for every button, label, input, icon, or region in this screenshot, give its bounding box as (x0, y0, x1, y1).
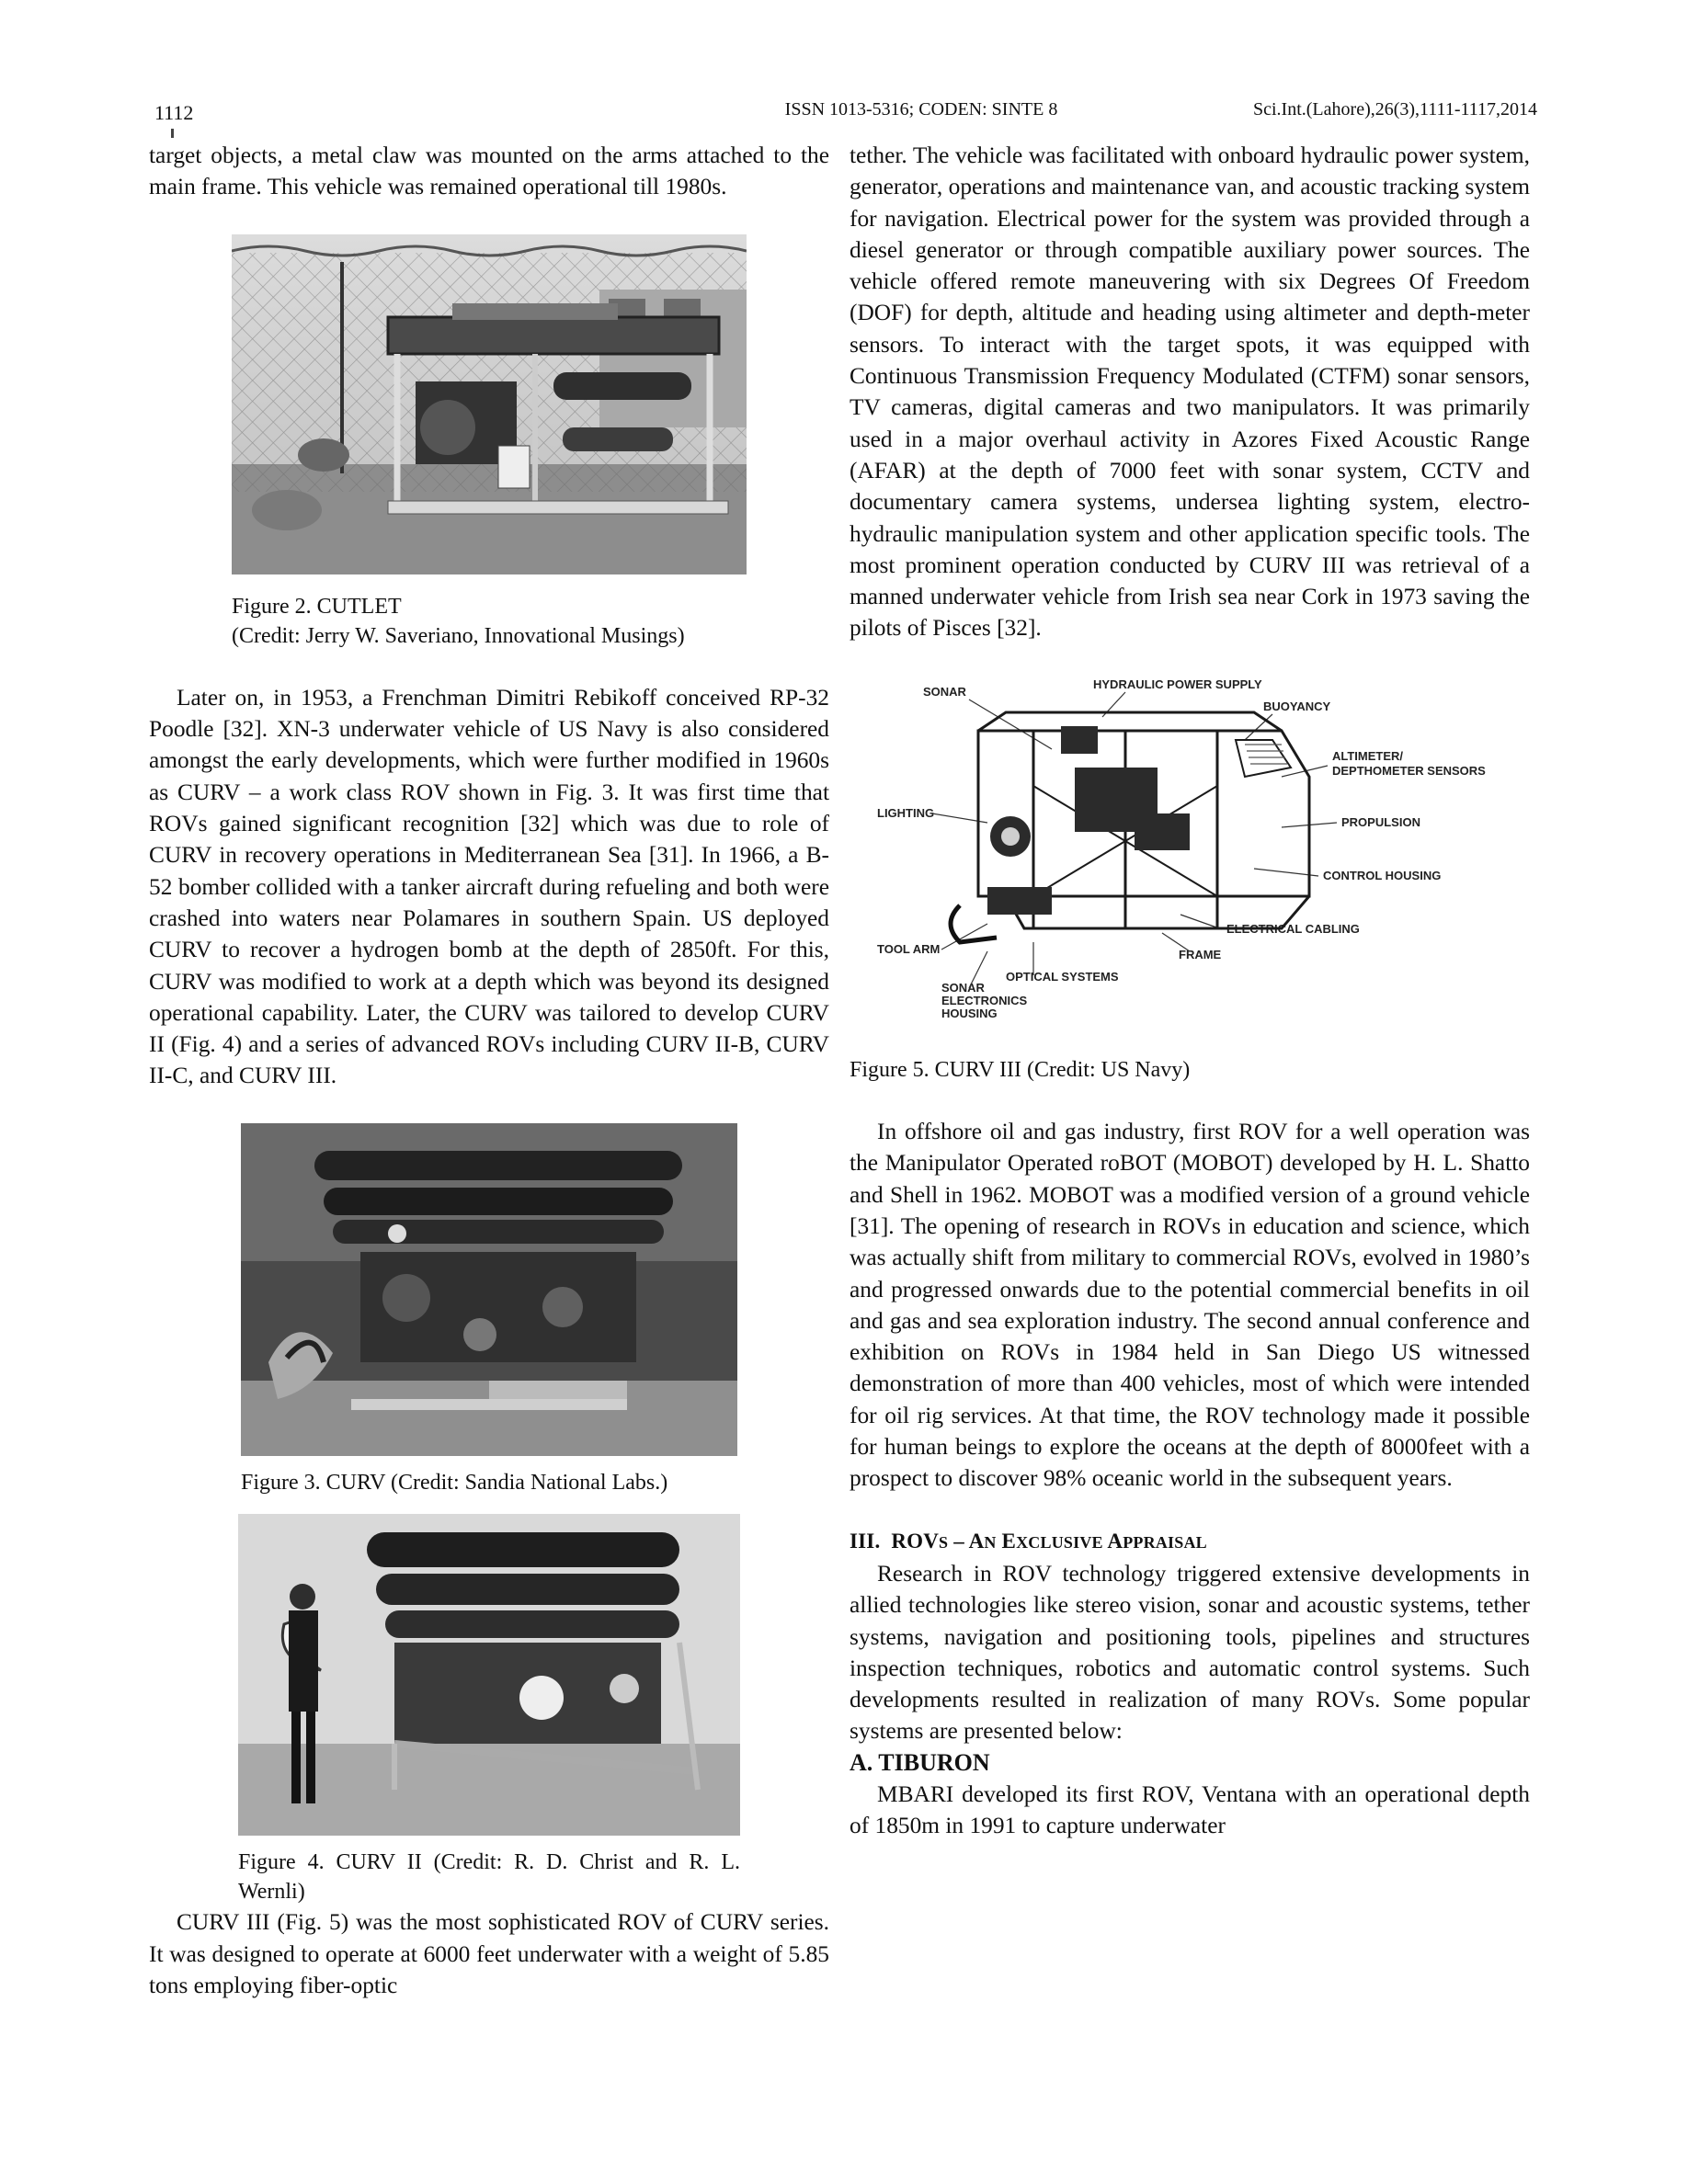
curv-photo (241, 1123, 737, 1456)
figure-5-caption: Figure 5. CURV III (Credit: US Navy) (850, 1058, 1191, 1083)
label-optical-systems: OPTICAL SYSTEMS (1006, 969, 1119, 984)
curv-iii-diagram (850, 676, 1530, 1043)
figure-2-caption-title: Figure 2. CUTLET (232, 594, 402, 619)
right-paragraph-4: MBARI developed its first ROV, Ventana with an operational depth of 1850m in 1991 to capture underwater (850, 1780, 1530, 1839)
label-tool-arm: TOOL ARM (877, 941, 941, 956)
left-column (149, 140, 829, 2001)
right-column (850, 140, 1530, 1842)
figure-3 (241, 1123, 737, 1497)
label-lighting: LIGHTING (877, 805, 935, 820)
label-control-housing: CONTROL HOUSING (1323, 868, 1442, 882)
label-depthometer: DEPTHOMETER SENSORS (1332, 763, 1486, 778)
figure-4 (238, 1514, 740, 1906)
right-paragraph-1: tether. The vehicle was facilitated with onboard hydraulic power system, generator, operations and maintenance van, and acoustic tracking system for navigation. Electrical power for the system was provided through a diesel generator or through compatible auxiliary power sources. The vehicle offered remote maneuvering with six Degrees Of Freedom (DOF) for depth, altitude and heading using altimeter and depth-meter sensors. To interact with the target spots, it was equipped with Continuous Transmission Frequency Modulated (CTFM) sonar sensors, TV cameras, digital cameras and two manipulators. It was primarily used in a major overhaul activity in Azores Fixed Acoustic Range (AFAR) at the depth of 7000 feet with sonar system, CCTV and documentary camera systems, undersea lighting system, electro-hydraulic manipulation system and other application specific tools. The most prominent operation conducted by CURV III was retrieval of a manned underwater vehicle from Irish sea near Cork in 1973 saving the pilots of Pisces [32]. (850, 142, 1530, 642)
cutlet-photo (232, 234, 747, 574)
issn-line: ISSN 1013-5316; CODEN: SINTE 8 (784, 99, 1058, 119)
label-propulsion: PROPULSION (1341, 814, 1420, 829)
figure-5 (850, 676, 1530, 1085)
margin-tick (171, 129, 174, 138)
right-paragraph-3: Research in ROV technology triggered extensive developments in allied technologies like stereo vision, sonar and acoustic systems, tether systems, navigation and positioning tools, pipelines and structures inspection techniques, robotics and automatic control systems. Such developments resulted in realization of many ROVs. Some popular systems are presented below: (850, 1560, 1530, 1745)
figure-2-caption-credit: (Credit: Jerry W. Saveriano, Innovational Musings) (232, 623, 685, 648)
label-frame: FRAME (1179, 947, 1222, 961)
right-paragraph-2: In offshore oil and gas industry, first ROV for a well operation was the Manipulator Operated roBOT (MOBOT) developed by H. L. Shatto and Shell in 1962. MOBOT was a modified version of a ground vehicle [31]. The opening of research in ROVs in education and science, which was actually shift from military to commercial ROVs, evolved in 1980’s and progressed onwards due to the potential commercial benefits in oil and gas and sea exploration industry. The second annual conference and exhibition on ROVs in 1984 held in San Diego US witnessed demonstration of more than 400 vehicles, most of which were intended for oil rig services. At that time, the ROV technology made it possible for human beings to explore the oceans at the depth of 8000feet with a prospect to discover 98% oceanic world in the subsequent years. (850, 1119, 1530, 1492)
section-heading-iii: III. ROVS – AN EXCLUSIVE APPRAISAL (850, 1529, 1207, 1553)
subsection-heading-tiburon: A. TIBURON (850, 1748, 990, 1776)
label-electrical-cabling: ELECTRICAL CABLING (1226, 921, 1360, 936)
label-sonar-electronics-1: SONAR (941, 980, 985, 995)
left-paragraph-1: target objects, a metal claw was mounted on the arms attached to the main frame. This vehicle was remained operational till 1980s. (149, 142, 829, 200)
label-buoyancy: BUOYANCY (1263, 699, 1331, 713)
figure-3-caption: Figure 3. CURV (Credit: Sandia National Labs.) (241, 1471, 668, 1496)
curv-ii-photo (238, 1514, 740, 1836)
label-hydraulic-power-supply: HYDRAULIC POWER SUPPLY (1093, 677, 1262, 691)
figure-2 (232, 234, 747, 651)
journal-citation: Sci.Int.(Lahore),26(3),1111-1117,2014 (1253, 99, 1537, 119)
page-header (149, 94, 1537, 127)
left-paragraph-2: Later on, in 1953, a Frenchman Dimitri Rebikoff conceived RP-32 Poodle [32]. XN-3 underwater vehicle of US Navy is also considered amongst the early developments, which were further modified in 1960s as CURV – a work class ROV shown in Fig. 3. It was first time that ROVs gained significant recognition [32] which was due to role of CURV in recovery operations in Mediterranean Sea [31]. In 1966, a B-52 bomber collided with a tanker aircraft during refueling and both were crashed into waters near Polamares in southern Spain. US deployed CURV to recover a hydrogen bomb at the depth of 2850ft. For this, CURV was modified to work at a depth which was beyond its designed operational capability. Later, the CURV was tailored to develop CURV II (Fig. 4) and a series of advanced ROVs including CURV II-B, CURV II-C, and CURV III. (149, 684, 829, 1089)
label-altimeter: ALTIMETER/ (1332, 748, 1404, 763)
page-number: 1112 (154, 101, 194, 124)
left-paragraph-3: CURV III (Fig. 5) was the most sophisticated ROV of CURV series. It was designed to operate at 6000 feet underwater with a weight of 5.85 tons employing fiber-optic (149, 1909, 829, 1998)
label-sonar-electronics-3: HOUSING (941, 1006, 998, 1020)
label-sonar: SONAR (923, 684, 966, 699)
figure-4-caption: Figure 4. CURV II (Credit: R. D. Christ and R. L. Wernli) (238, 1850, 740, 1905)
label-sonar-electronics-2: ELECTRONICS (941, 993, 1028, 1007)
